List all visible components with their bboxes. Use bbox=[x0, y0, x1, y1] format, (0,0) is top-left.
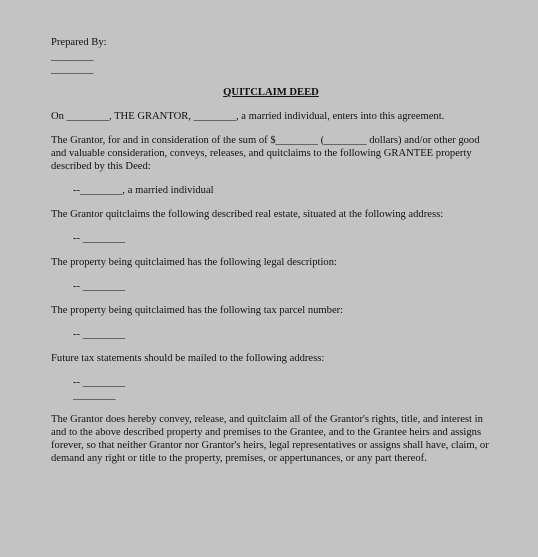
tax-statement-value-1: -- ________ bbox=[73, 377, 126, 388]
closing-paragraph: The Grantor does hereby convey, release, and quitclaim all of the Grantor's rights, title, and interest in and to the above described property and premises to the Grantee, and to the Grantee heirs and assigns forever, so that neither Grantor nor Grantor's heirs, legal representatives or assigns shall have, claim, or demand any right or title to the property, premises, or appertunances, or any part thereof. bbox=[51, 414, 492, 464]
document-title: QUITCLAIM DEED bbox=[223, 87, 319, 98]
prepared-by-blank-2: ________ bbox=[51, 64, 94, 75]
prepared-by-label: Prepared By: bbox=[51, 37, 107, 48]
tax-parcel-intro: The property being quitclaimed has the following tax parcel number: bbox=[51, 305, 344, 316]
legal-description-value: -- ________ bbox=[73, 281, 126, 292]
legal-description-intro: The property being quitclaimed has the following legal description: bbox=[51, 257, 337, 268]
address-value: -- ________ bbox=[73, 233, 126, 244]
document-page bbox=[51, 36, 491, 476]
tax-parcel-value: -- ________ bbox=[73, 329, 126, 340]
tax-statement-intro: Future tax statements should be mailed to the following address: bbox=[51, 353, 325, 364]
prepared-by-blank-1: ________ bbox=[51, 51, 94, 62]
tax-statement-value-2: ________ bbox=[73, 390, 116, 401]
grantee-line: --________, a married individual bbox=[73, 185, 214, 196]
consideration-paragraph: The Grantor, for and in consideration of the sum of $________ (________ dollars) and/or other good and valuable consideration, conveys, releases, and quitclaims to the following GRANTEE property described by this Deed: bbox=[51, 135, 483, 172]
intro-paragraph: On ________, THE GRANTOR, ________, a married individual, enters into this agreement. bbox=[51, 111, 445, 122]
address-intro: The Grantor quitclaims the following described real estate, situated at the following address: bbox=[51, 209, 444, 220]
